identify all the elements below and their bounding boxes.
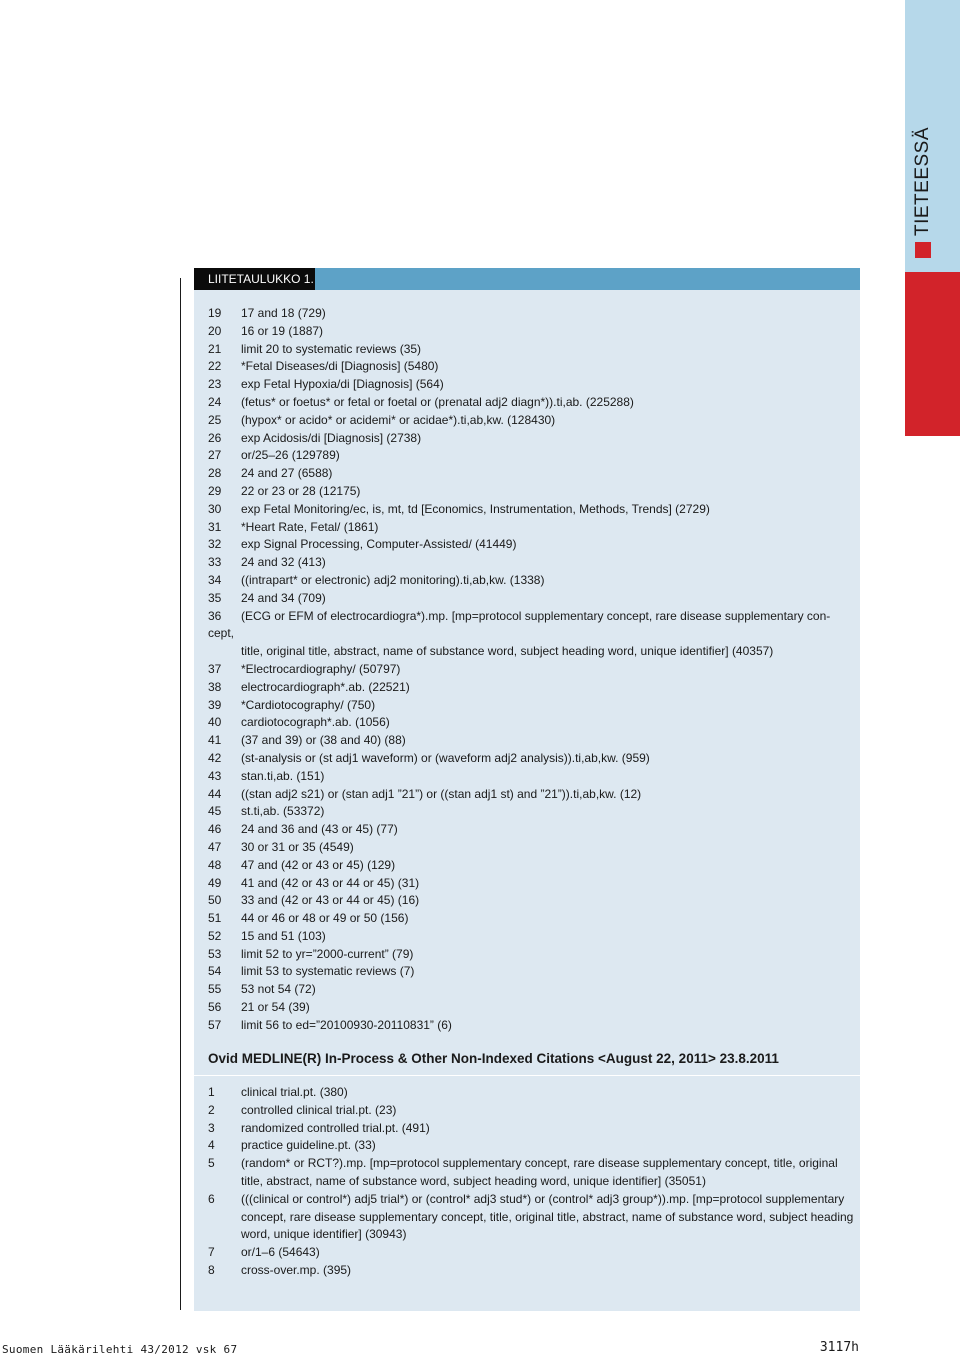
section-tag-label: TIETEESSÄ [912, 126, 933, 236]
row-number: 29 [208, 483, 222, 498]
table-row [208, 501, 854, 519]
row-number: 21 [208, 341, 222, 356]
table-row [208, 999, 854, 1017]
row-text: 30 or 31 or 35 (4549) [241, 839, 354, 854]
table-row [208, 928, 854, 946]
row-number: 31 [208, 519, 222, 534]
table-row [208, 341, 854, 359]
row-number: 55 [208, 982, 222, 997]
row-number: 57 [208, 1017, 222, 1032]
row-text: cardiotocograph*.ab. (1056) [241, 715, 390, 730]
row-36-continuation: title, original title, abstract, name of substance word, subject heading word, unique identifier] (40357) [241, 644, 774, 659]
table-row [208, 892, 854, 910]
table-row [208, 679, 854, 697]
row-text: or/25–26 (129789) [241, 448, 340, 463]
row-number: 38 [208, 679, 222, 694]
table-row [208, 483, 854, 501]
table-row [208, 447, 854, 465]
row-number: 46 [208, 822, 222, 837]
table-row [208, 1120, 854, 1138]
row-text: 24 and 36 and (43 or 45) (77) [241, 822, 398, 837]
table-row [208, 590, 854, 608]
row-text: 33 and (42 or 43 or 44 or 45) (16) [241, 893, 420, 908]
row-number: 35 [208, 590, 222, 605]
table-row [208, 412, 854, 430]
row-text: (fetus* or foetus* or fetal or foetal or (prenatal adj2 diagn*)).ti,ab. (225288) [241, 394, 634, 409]
search-steps-list-2 [208, 1084, 854, 1280]
table-row [208, 1244, 854, 1262]
search-steps-list [208, 305, 854, 1035]
row-text: exp Fetal Monitoring/ec, is, mt, td [Economics, Instrumentation, Methods, Trends] (2729) [241, 501, 710, 516]
row-text: practice guideline.pt. (33) [241, 1138, 376, 1153]
page-number: 3117h [819, 1340, 859, 1355]
row-number: 1 [208, 1085, 215, 1099]
row-text: controlled clinical trial.pt. (23) [241, 1102, 397, 1117]
row-number: 48 [208, 857, 222, 872]
row-number: 19 [208, 306, 222, 320]
row-number: 52 [208, 928, 222, 943]
row-number: 37 [208, 661, 222, 676]
row-text: cross-over.mp. (395) [241, 1262, 352, 1277]
row-text: *Fetal Diseases/di [Diagnosis] (5480) [241, 359, 439, 374]
table-row [208, 732, 854, 750]
row-number: 27 [208, 448, 222, 463]
table-row [208, 839, 854, 857]
row-text: limit 20 to systematic reviews (35) [241, 341, 422, 356]
table-row [208, 786, 854, 804]
row-text: exp Signal Processing, Computer-Assisted/ (41449) [241, 537, 517, 552]
row-number: 42 [208, 750, 222, 765]
row-text: *Electrocardiography/ (50797) [241, 661, 401, 676]
row-number: 32 [208, 537, 222, 552]
table-row [208, 697, 854, 715]
table-row [208, 358, 854, 376]
row-text: 21 or 54 (39) [241, 1000, 310, 1015]
row-number: 56 [208, 1000, 222, 1015]
table-row [208, 963, 854, 981]
row-number: 44 [208, 786, 222, 801]
row-number: 34 [208, 572, 222, 587]
row-text: 16 or 19 (1887) [241, 323, 324, 338]
row-text: ((intrapart* or electronic) adj2 monitoring).ti,ab,kw. (1338) [241, 572, 545, 587]
row-text: 15 and 51 (103) [241, 928, 326, 943]
table-row [208, 519, 854, 537]
table-row [208, 910, 854, 928]
row-text: or/1–6 (54643) [241, 1245, 320, 1260]
row-text: randomized controlled trial.pt. (491) [241, 1120, 430, 1135]
row-text: 17 and 18 (729) [241, 306, 326, 320]
row-number: 41 [208, 733, 222, 748]
row-text: 24 and 32 (413) [241, 555, 326, 570]
row-number: 5 [208, 1156, 215, 1171]
row-number: 47 [208, 839, 222, 854]
row-text: st.ti,ab. (53372) [241, 804, 325, 819]
row-text: (ECG or EFM of electrocardiogra*).mp. [mp=protocol supplementary concept, rare disease supplementary con- [241, 608, 831, 623]
table-row [208, 376, 854, 394]
row-text: clinical trial.pt. (380) [241, 1085, 348, 1099]
row-text: limit 52 to yr=”2000-current” (79) [241, 946, 414, 961]
red-square-icon [915, 242, 931, 258]
row-number: 2 [208, 1102, 215, 1117]
row-number: 39 [208, 697, 222, 712]
row-number: 8 [208, 1262, 215, 1277]
row-text: *Heart Rate, Fetal/ (1861) [241, 519, 379, 534]
row-text: electrocardiograph*.ab. (22521) [241, 679, 410, 694]
table-row [208, 875, 854, 893]
row-number: 49 [208, 875, 222, 890]
vertical-divider [180, 278, 181, 1310]
row-number: 36 [208, 608, 222, 623]
row-text: 41 and (42 or 43 or 44 or 45) (31) [241, 875, 420, 890]
table-row [208, 1017, 854, 1035]
row-text: limit 53 to systematic reviews (7) [241, 964, 415, 979]
table-row [208, 946, 854, 964]
table-row [208, 1137, 854, 1155]
table-row [208, 305, 854, 323]
row-number: 53 [208, 946, 222, 961]
row-number: 20 [208, 323, 222, 338]
row-number: 3 [208, 1120, 215, 1135]
table-row [208, 857, 854, 875]
row-text: 44 or 46 or 48 or 49 or 50 (156) [241, 911, 409, 926]
row-number: 7 [208, 1245, 215, 1260]
row-text: exp Fetal Hypoxia/di [Diagnosis] (564) [241, 377, 444, 392]
row-number: 28 [208, 466, 222, 481]
row-number: 30 [208, 501, 222, 516]
table-row [208, 536, 854, 554]
table-label: LIITETAULUKKO 1. [194, 268, 315, 290]
table-row [208, 572, 854, 590]
row-number: 50 [208, 893, 222, 908]
table-row [208, 1191, 854, 1244]
row-text: (st-analysis or (st adj1 waveform) or (waveform adj2 analysis)).ti,ab,kw. (959) [241, 750, 650, 765]
side-color-bar-red [905, 272, 960, 436]
table-row [208, 1102, 854, 1120]
table-row [208, 394, 854, 412]
row-text: (37 and 39) or (38 and 40) (88) [241, 733, 406, 748]
row-text: stan.ti,ab. (151) [241, 768, 325, 783]
row-text: ((stan adj2 s21) or (stan adj1 ”21”) or ((stan adj1 st) and ”21”)).ti,ab,kw. (12) [241, 786, 642, 801]
row-number: 23 [208, 377, 222, 392]
row-text: 47 and (42 or 43 or 45) (129) [241, 857, 396, 872]
table-row [208, 430, 854, 448]
table-row [208, 661, 854, 679]
row-text: (((clinical or control*) adj5 trial*) or (control* adj3 stud*) or (control* adj3 group*)).mp. [mp=protocol supplementary concept, rare disease supplementary concept, title, original title, abstract, name of substance word, subject heading word, unique identifier] (30943) [241, 1191, 854, 1242]
table-row [208, 803, 854, 821]
table-row [208, 323, 854, 341]
row-number: 54 [208, 964, 222, 979]
row-text: 24 and 27 (6588) [241, 466, 333, 481]
section-title: Ovid MEDLINE(R) In-Process & Other Non-Indexed Citations <August 22, 2011> 23.8.2011 [208, 1051, 779, 1066]
footer-publication: Suomen Lääkärilehti 43/2012 vsk 67 [2, 1343, 238, 1356]
row-number: 22 [208, 359, 222, 374]
row-text: 22 or 23 or 28 (12175) [241, 483, 361, 498]
row-text: (random* or RCT?).mp. [mp=protocol supplementary concept, rare disease supplementary concept, title, original title, abstract, name of substance word, subject heading word, unique identifier] (35051) [241, 1156, 838, 1188]
row-number: 4 [208, 1138, 215, 1153]
row-text: 53 not 54 (72) [241, 982, 316, 997]
row-text: limit 56 to ed=”20100930-20110831” (6) [241, 1017, 452, 1032]
table-row [208, 750, 854, 768]
row-number: 25 [208, 412, 222, 427]
table-row [208, 1262, 854, 1280]
row-text: exp Acidosis/di [Diagnosis] (2738) [241, 430, 422, 445]
table-row [208, 821, 854, 839]
table-row [208, 768, 854, 786]
row-text: (hypox* or acido* or acidemi* or acidae*).ti,ab,kw. (128430) [241, 412, 556, 427]
table-row [208, 554, 854, 572]
row-number: 45 [208, 804, 222, 819]
row-number: 43 [208, 768, 222, 783]
table-row [208, 981, 854, 999]
table-row [208, 465, 854, 483]
row-number: 6 [208, 1191, 215, 1206]
table-row [208, 1155, 854, 1191]
row-36-continuation: cept, [208, 626, 235, 641]
section-tag [912, 127, 934, 258]
row-number: 51 [208, 911, 222, 926]
row-number: 33 [208, 555, 222, 570]
row-number: 26 [208, 430, 222, 445]
row-text: 24 and 34 (709) [241, 590, 326, 605]
table-row [208, 714, 854, 732]
table-row [208, 608, 854, 626]
table-row [208, 1084, 854, 1102]
table-header-bar [194, 268, 860, 290]
row-text: *Cardiotocography/ (750) [241, 697, 376, 712]
row-number: 40 [208, 715, 222, 730]
row-number: 24 [208, 394, 222, 409]
